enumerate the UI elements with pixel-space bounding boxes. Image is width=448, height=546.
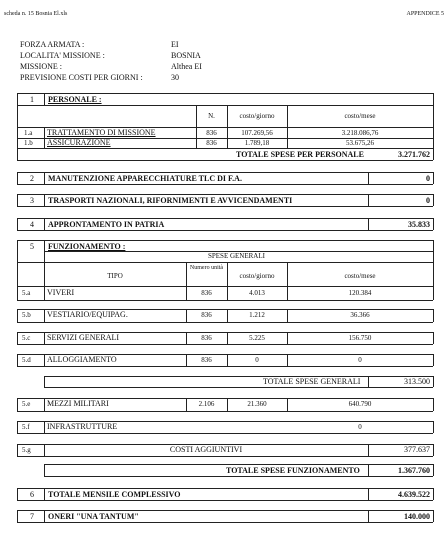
previsione-value: 30 [171, 73, 179, 82]
section-2-number: 2 [30, 174, 34, 183]
row-n: 836 [206, 129, 217, 137]
col-n-header: N. [208, 112, 215, 120]
section-6-number: 6 [30, 490, 34, 499]
row-costo-mese: 3.218.086,76 [341, 129, 379, 137]
section-5-number: 5 [30, 242, 34, 251]
total-spese-generali-value: 313.500 [404, 377, 430, 386]
localita-label: LOCALITA' MISSIONE : [20, 51, 105, 60]
file-name: scheda n. 15 Bosnia El.xls [4, 11, 68, 17]
section-3-value: 0 [426, 196, 430, 205]
total-spese-generali-label: TOTALE SPESE GENERALI [263, 377, 361, 386]
section-6-title: TOTALE MENSILE COMPLESSIVO [48, 490, 181, 499]
total-spese-funzionamento-label: TOTALE SPESE FUNZIONAMENTO [226, 466, 360, 475]
section-5-title: FUNZIONAMENTO : [48, 242, 126, 251]
row-n: 836 [201, 356, 212, 364]
row-costo-mese: 0 [358, 423, 362, 431]
row-code: 5.f [22, 423, 30, 431]
row-label: INFRASTRUTTURE [47, 422, 118, 431]
row-costo-giorno: 5.225 [249, 334, 265, 342]
col-costo-giorno-header: costo/giorno [239, 272, 275, 280]
row-costo-giorno: 107.269,56 [241, 129, 273, 137]
row-code: 1.b [24, 139, 33, 147]
section-6-value: 4.639.522 [398, 490, 430, 499]
section-7-title: ONERI "UNA TANTUM" [48, 512, 139, 521]
col-tipo-header: TIPO [107, 272, 123, 280]
row-n: 836 [201, 334, 212, 342]
section-2-value: 0 [426, 174, 430, 183]
previsione-label: PREVISIONE COSTI PER GIORNI : [20, 73, 143, 82]
row-costo-mese: 53.675,26 [346, 139, 374, 147]
section-4-value: 35.833 [408, 220, 430, 229]
col-costo-giorno-header: costo/giorno [239, 112, 275, 120]
forza-armata-value: EI [171, 40, 179, 49]
section-4-title: APPRONTAMENTO IN PATRIA [48, 220, 165, 229]
total-personale-label: TOTALE SPESE PER PERSONALE [236, 150, 364, 159]
row-label: VESTIARIO/EQUIPAG. [47, 310, 128, 319]
row-code: 1.a [24, 129, 33, 137]
row-costo-giorno: 4.013 [249, 289, 265, 297]
row-code: 5.e [22, 400, 31, 408]
row-label: VIVERI [47, 288, 75, 297]
row-n: 836 [201, 311, 212, 319]
section-7-number: 7 [30, 512, 34, 521]
section-7-value: 140.000 [404, 512, 430, 521]
forza-armata-label: FORZA ARMATA : [20, 40, 85, 49]
col-costo-mese-header: costo/mese [344, 112, 376, 120]
section-2-title: MANUTENZIONE APPARECCHIATURE TLC DI F.A. [48, 174, 242, 183]
row-label: COSTI AGGIUNTIVI [169, 445, 243, 454]
row-costo-giorno: 1.212 [249, 311, 265, 319]
row-costo-mese: 640.790 [348, 400, 372, 408]
row-label: MEZZI MILITARI [47, 399, 109, 408]
row-costo-giorno: 0 [255, 356, 259, 364]
total-personale-value: 3.271.762 [398, 150, 430, 159]
row-code: 5.g [22, 446, 31, 454]
row-code: 5.d [22, 356, 31, 364]
section-3-title: TRASPORTI NAZIONALI, RIFORNIMENTI E AVVICENDAMENTI [48, 196, 293, 205]
row-label: SERVIZI GENERALI [47, 333, 120, 342]
row-costo-mese: 36.366 [350, 311, 370, 319]
section-3-number: 3 [30, 196, 34, 205]
total-spese-funzionamento-value: 1.367.760 [398, 466, 430, 475]
missione-label: MISSIONE : [20, 62, 63, 71]
row-code: 5.c [22, 334, 31, 342]
row-costo-mese: 0 [358, 356, 362, 364]
section-4-number: 4 [30, 220, 34, 229]
row-costo-mese: 156.750 [348, 334, 372, 342]
section-1-number: 1 [30, 95, 34, 104]
row-code: 5.a [22, 289, 31, 297]
row-label: TRATTAMENTO DI MISSIONE [47, 128, 156, 137]
row-label: ASSICURAZIONE [47, 138, 111, 147]
row-costo-giorno: 1.789,18 [244, 139, 270, 147]
missione-value: Althea EI [171, 62, 202, 71]
spese-generali-header: SPESE GENERALI [208, 252, 265, 260]
row-n: 836 [206, 139, 217, 147]
col-costo-mese-header: costo/mese [344, 272, 376, 280]
col-numero-unita-header: Numero unità [189, 265, 224, 271]
localita-value: BOSNIA [171, 51, 201, 60]
section-1-title: PERSONALE : [48, 95, 102, 104]
row-costo-mese: 120.384 [348, 289, 372, 297]
row-n: 836 [201, 289, 212, 297]
row-label: ALLOGGIAMENTO [47, 355, 117, 364]
row-n: 2.106 [198, 400, 215, 408]
row-value: 377.637 [404, 445, 430, 454]
appendix-label: APPENDICE 5 [406, 11, 444, 17]
row-code: 5.b [22, 311, 31, 319]
row-costo-giorno: 21.360 [247, 400, 267, 408]
